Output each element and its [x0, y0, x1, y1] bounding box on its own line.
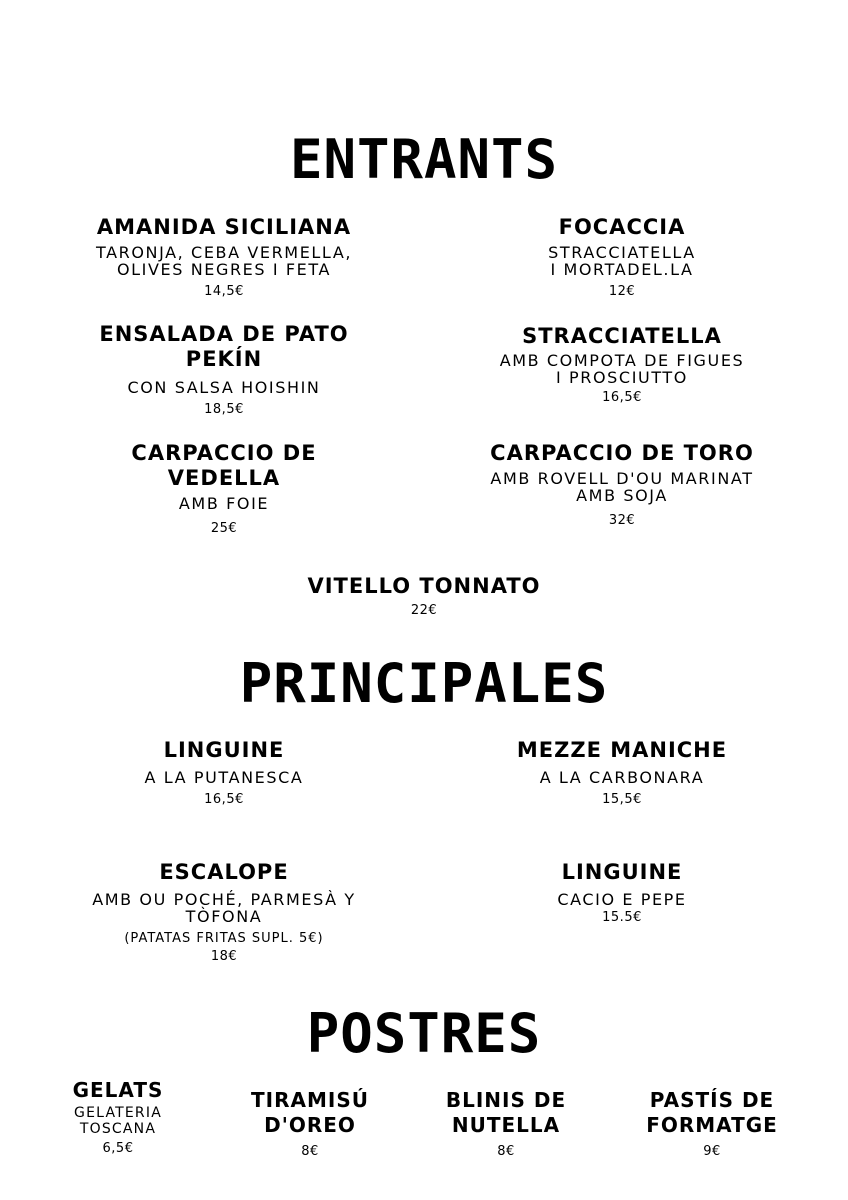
item-name: ENSALADA DE PATO — [99, 322, 349, 346]
item-desc: CACIO E PEPE — [557, 890, 687, 909]
item-desc: GELATERIA — [74, 1105, 162, 1121]
menu-item-carpaccio-de-toro — [422, 441, 822, 529]
menu-item-focaccia — [422, 215, 822, 300]
menu-item-tiramisu — [210, 1088, 410, 1160]
menu-item-blinis — [406, 1088, 606, 1160]
menu-item-mezze-maniche — [422, 738, 822, 808]
item-price: 14,5€ — [204, 284, 244, 299]
item-price: 22€ — [410, 603, 438, 618]
item-name: LINGUINE — [561, 860, 683, 884]
item-name: AMANIDA SICILIANA — [96, 215, 352, 239]
menu-item-linguine-cacio-e-pepe — [422, 860, 822, 926]
item-price: 9€ — [703, 1144, 721, 1159]
item-price: 18€ — [210, 949, 238, 964]
menu-item-pastis — [612, 1088, 812, 1160]
item-price: 18,5€ — [204, 402, 244, 417]
item-name: NUTELLA — [451, 1113, 561, 1137]
menu-item-vitello-tonnato — [224, 574, 624, 619]
item-name: TIRAMISÚ — [251, 1088, 369, 1112]
section-title-entrants: ENTRANTS — [289, 128, 559, 191]
item-name: ESCALOPE — [159, 860, 289, 884]
item-desc: OLIVES NEGRES I FETA — [116, 260, 332, 279]
item-desc: I PROSCIUTTO — [556, 368, 688, 387]
item-desc: I MORTADEL.LA — [550, 260, 694, 279]
item-price: 6,5€ — [102, 1141, 134, 1156]
menu-item-amanida-siciliana — [24, 215, 424, 300]
item-note: (PATATAS FRITAS SUPL. 5€) — [124, 931, 324, 946]
item-name: PEKÍN — [185, 347, 263, 371]
item-price: 16,5€ — [204, 792, 244, 807]
item-price: 15.5€ — [602, 910, 642, 925]
item-desc: CON SALSA HOISHIN — [127, 378, 321, 397]
item-name: BLINIS DE — [445, 1088, 567, 1112]
item-desc: TARONJA, CEBA VERMELLA, — [95, 243, 353, 262]
menu-item-escalope — [24, 860, 424, 965]
item-name: VEDELLA — [167, 466, 281, 490]
item-desc: A LA PUTANESCA — [144, 768, 304, 787]
item-price: 32€ — [608, 513, 636, 528]
menu-item-carpaccio-de-vedella — [24, 441, 424, 537]
menu-item-linguine-putanesca — [24, 738, 424, 808]
section-title-principales: PRINCIPALES — [239, 652, 609, 715]
item-price: 8€ — [301, 1144, 319, 1159]
item-desc: AMB FOIE — [178, 494, 270, 513]
item-name: CARPACCIO DE — [131, 441, 317, 465]
item-desc: AMB SOJA — [576, 486, 668, 505]
item-name: GELATS — [72, 1078, 164, 1102]
item-desc: STRACCIATELLA — [548, 243, 696, 262]
item-price: 25€ — [210, 521, 238, 536]
item-name: D'OREO — [264, 1113, 356, 1137]
item-desc: AMB ROVELL D'OU MARINAT — [490, 469, 754, 488]
menu-item-stracciatella — [422, 324, 822, 406]
item-price: 12€ — [608, 284, 636, 299]
section-title-postres: POSTRES — [306, 1002, 542, 1065]
item-desc: A LA CARBONARA — [539, 768, 705, 787]
item-name: PASTÍS DE — [649, 1088, 775, 1112]
item-name: FORMATGE — [646, 1113, 778, 1137]
item-desc: AMB COMPOTA DE FIGUES — [499, 351, 745, 370]
menu-item-gelats — [18, 1078, 218, 1157]
item-price: 8€ — [497, 1144, 515, 1159]
item-desc: AMB OU POCHÉ, PARMESÀ Y — [92, 890, 356, 909]
menu-item-ensalada-de-pato — [24, 322, 424, 418]
item-name: CARPACCIO DE TORO — [490, 441, 754, 465]
item-desc: TÒFONA — [185, 907, 263, 926]
item-price: 16,5€ — [602, 390, 642, 405]
item-desc: TOSCANA — [79, 1121, 157, 1137]
item-name: VITELLO TONNATO — [307, 574, 541, 598]
item-name: LINGUINE — [163, 738, 285, 762]
item-name: MEZZE MANICHE — [516, 738, 728, 762]
item-price: 15,5€ — [602, 792, 642, 807]
item-name: STRACCIATELLA — [522, 324, 722, 348]
item-name: FOCACCIA — [558, 215, 686, 239]
